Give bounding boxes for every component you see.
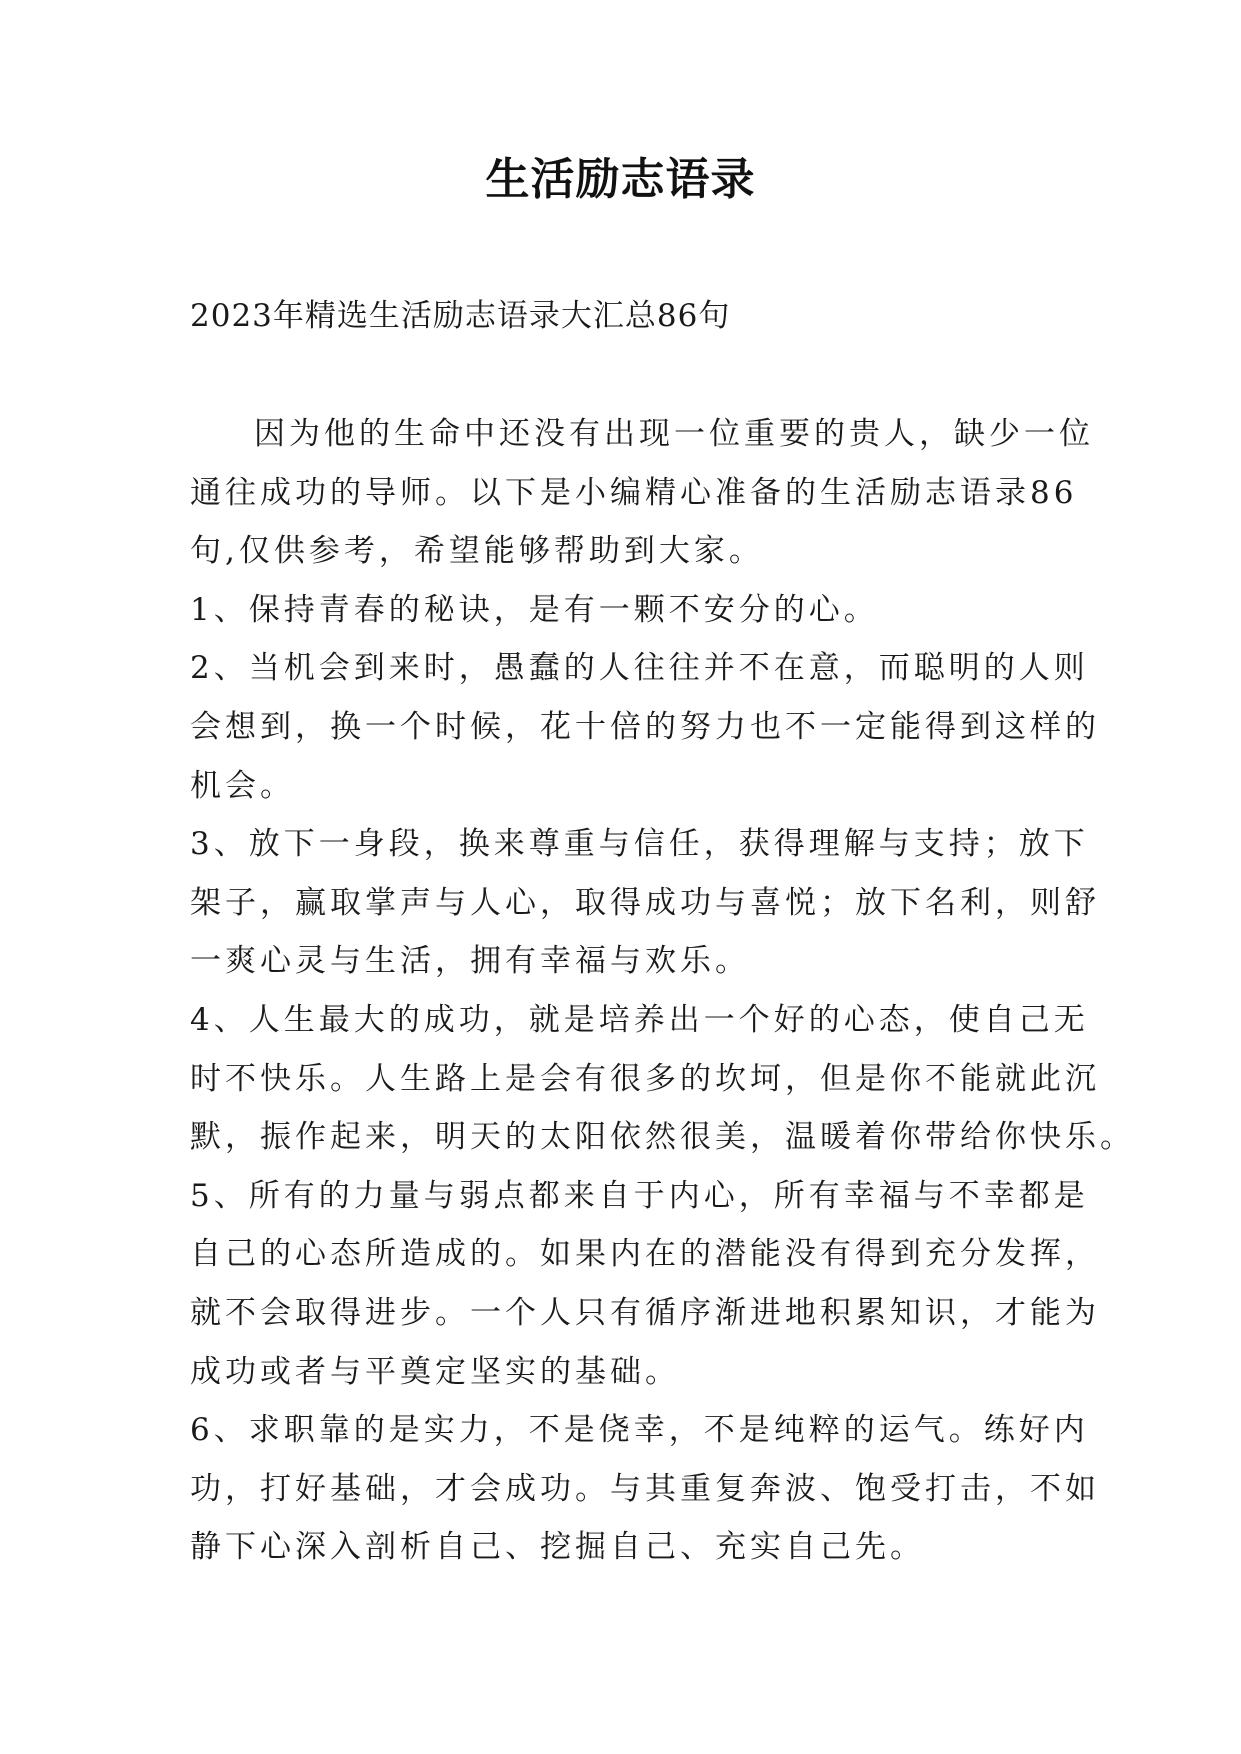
intro-line: 句,仅供参考，希望能够帮助到大家。 [190, 533, 764, 570]
quote-line: 1、保持青春的秘诀，是有一颗不安分的心。 [190, 591, 879, 628]
quote-line: 5、所有的力量与弱点都来自于内心，所有幸福与不幸都是 [190, 1177, 1089, 1214]
quote-line: 时不快乐。人生路上是会有很多的坎坷，但是你不能就此沉 [190, 1060, 1100, 1097]
quote-line: 默，振作起来，明天的太阳依然很美，温暖着你带给你快乐。 [190, 1119, 1135, 1156]
page-title: 生活励志语录 [485, 154, 756, 205]
quote-line: 3、放下一身段，换来尊重与信任，获得理解与支持；放下 [190, 826, 1089, 863]
quote-line: 架子，赢取掌声与人心，取得成功与喜悦；放下名利，则舒 [190, 884, 1100, 921]
quote-item [190, 639, 1100, 815]
intro-line: 通往成功的导师。以下是小编精心准备的生活励志语录86 [190, 474, 1078, 511]
quote-item [190, 991, 1135, 1167]
document-body [190, 405, 1135, 1577]
quote-line: 一爽心灵与生活，拥有幸福与欢乐。 [190, 943, 750, 980]
quote-line: 静下心深入剖析自己、挖掘自己、充实自己先。 [190, 1529, 925, 1566]
quote-line: 会想到，换一个时候，花十倍的努力也不一定能得到这样的 [190, 708, 1100, 745]
intro-paragraph [190, 405, 1094, 581]
document-subtitle: 2023年精选生活励志语录大汇总86句 [190, 298, 731, 334]
quote-line: 4、人生最大的成功，就是培养出一个好的心态，使自己无 [190, 1001, 1089, 1038]
quote-line: 成功或者与平奠定坚实的基础。 [190, 1353, 680, 1390]
quote-line: 就不会取得进步。一个人只有循序渐进地积累知识，才能为 [190, 1294, 1100, 1331]
quote-line: 6、求职靠的是实力，不是侥幸，不是纯粹的运气。练好内 [190, 1412, 1089, 1449]
quote-item [190, 1167, 1100, 1401]
quote-line: 机会。 [190, 767, 295, 804]
intro-line: 因为他的生命中还没有出现一位重要的贵人，缺少一位 [254, 416, 1094, 452]
quote-line: 功，打好基础，才会成功。与其重复奔波、饱受打击，不如 [190, 1470, 1100, 1507]
quote-item [190, 1401, 1100, 1577]
quote-line: 2、当机会到来时，愚蠢的人往往并不在意，而聪明的人则 [190, 650, 1089, 687]
quote-item [190, 815, 1100, 991]
quote-line: 自己的心态所造成的。如果内在的潜能没有得到充分发挥， [190, 1236, 1100, 1273]
quote-item [190, 581, 1070, 640]
quote-list [190, 581, 1135, 1577]
